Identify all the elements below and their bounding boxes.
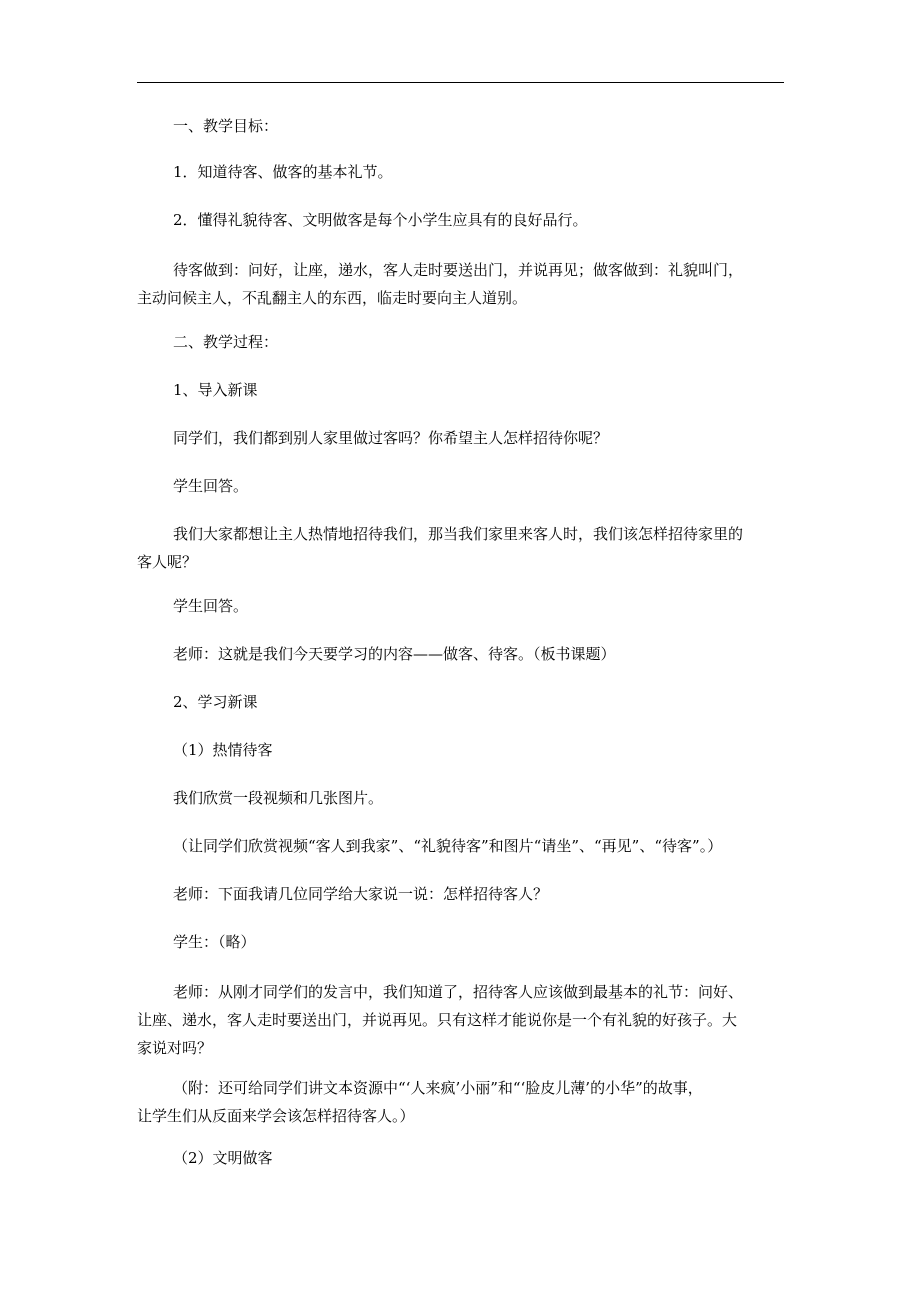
text-line: 老师：这就是我们今天要学习的内容——做客、待客。（板书课题） — [173, 645, 616, 663]
text-line: 家说对吗？ — [137, 1039, 213, 1057]
text-line: 我们大家都想让主人热情地招待我们，那当我们家里来客人时，我们该怎样招待家里的 — [173, 525, 744, 543]
paragraph — [137, 160, 784, 184]
text-line: 1．知道待客、做客的基本礼节。 — [173, 163, 393, 181]
text-line: 学生回答。 — [173, 477, 249, 495]
paragraph — [137, 426, 784, 450]
header-rule — [137, 82, 784, 83]
paragraph — [137, 594, 784, 618]
text-line: 一、教学目标： — [173, 117, 279, 135]
section-heading — [137, 114, 784, 138]
paragraph — [137, 258, 784, 310]
subsection-heading — [137, 378, 784, 402]
paragraph — [137, 522, 784, 574]
subsection-heading — [137, 1146, 784, 1170]
text-line: 2、学习新课 — [173, 693, 258, 711]
text-line: 客人呢？ — [137, 553, 198, 571]
subsection-heading — [137, 738, 784, 762]
text-line: 学生：（略） — [173, 933, 256, 951]
text-line: （1）热情待客 — [173, 741, 273, 759]
text-line: （2）文明做客 — [173, 1149, 273, 1167]
subsection-heading — [137, 690, 784, 714]
text-line: 学生回答。 — [173, 597, 249, 615]
text-line: 我们欣赏一段视频和几张图片。 — [173, 789, 384, 807]
text-line: （让同学们欣赏视频“客人到我家”、“礼貌待客”和图片“请坐”、“再见”、“待客”。） — [173, 837, 723, 855]
text-line: 让座、递水，客人走时要送出门，并说再见。只有这样才能说你是一个有礼貌的好孩子。大 — [137, 1011, 738, 1029]
text-line: 同学们，我们都到别人家里做过客吗？你希望主人怎样招待你呢？ — [173, 429, 609, 447]
paragraph — [137, 786, 784, 810]
paragraph — [137, 642, 784, 666]
paragraph — [137, 930, 784, 954]
paragraph — [137, 882, 784, 906]
text-line: 待客做到：问好，让座，递水，客人走时要送出门，并说再见；做客做到：礼貌叫门， — [173, 261, 744, 279]
text-line: 2．懂得礼貌待客、文明做客是每个小学生应具有的良好品行。 — [173, 211, 588, 229]
text-line: 老师：从刚才同学们的发言中，我们知道了，招待客人应该做到最基本的礼节：问好、 — [173, 983, 744, 1001]
paragraph — [137, 474, 784, 498]
text-line: 老师：下面我请几位同学给大家说一说：怎样招待客人？ — [173, 885, 549, 903]
section-heading — [137, 330, 784, 354]
paragraph — [137, 834, 784, 858]
paragraph — [137, 980, 784, 1060]
text-line: （附：还可给同学们讲文本资源中“‘人来疯’小丽”和“‘脸皮儿薄’的小华”的故事， — [173, 1079, 703, 1097]
text-line: 二、教学过程： — [173, 333, 279, 351]
text-line: 1、导入新课 — [173, 381, 258, 399]
note-paragraph — [137, 1076, 784, 1128]
text-line: 让学生们从反面来学会该怎样招待客人。） — [137, 1107, 415, 1125]
text-line: 主动问候主人，不乱翻主人的东西，临走时要向主人道别。 — [137, 289, 528, 307]
paragraph — [137, 208, 784, 232]
